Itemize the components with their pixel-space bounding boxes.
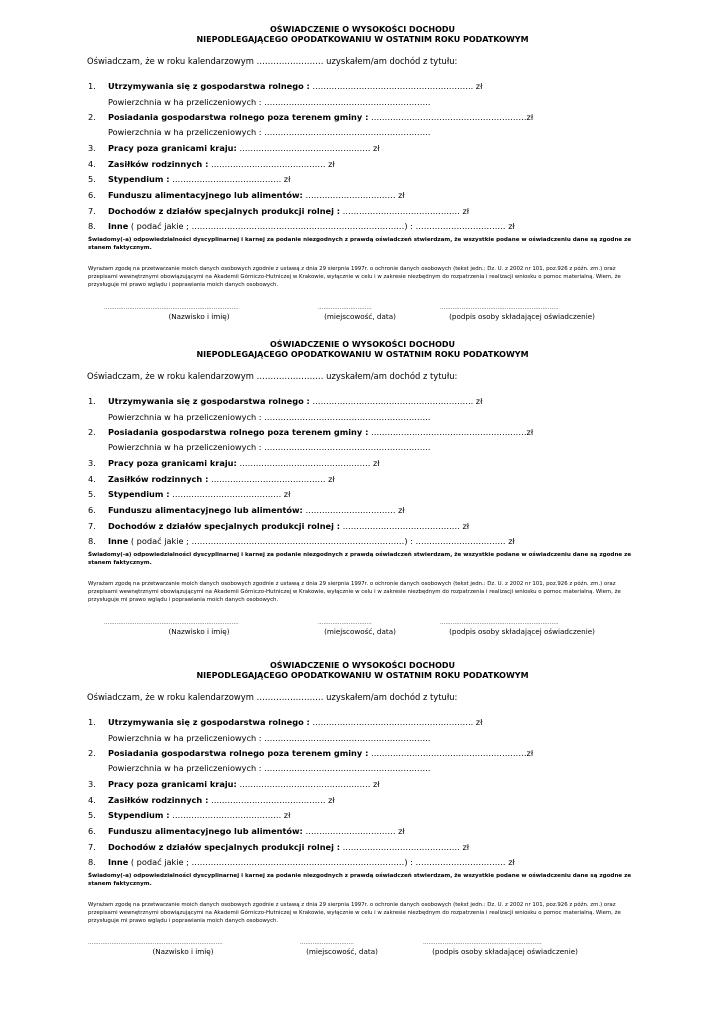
signature-line: ………………………………………………………… (440, 305, 559, 311)
place-date-line: ………………………… (300, 940, 354, 946)
name-caption: (Nazwisko i imię) (168, 627, 230, 636)
signature-caption: (podpis osoby składającej oświadczenie) (432, 947, 578, 956)
item-6: 6. Funduszu alimentacyjnego lub alimentów: …………………………… zł (88, 190, 405, 200)
area-line: Powierzchnia w ha przeliczeniowych : ……………………………………………………. (108, 97, 431, 107)
form-title-line2: NIEPODLEGAJĄCEGO OPODATKOWANIU W OSTATNIM ROKU PODATKOWYM (196, 35, 529, 44)
intro-text: Oświadczam, że w roku kalendarzowym …………………… uzyskałem/am dochód z tytułu: (87, 692, 458, 702)
liability-statement: Świadomy(-a) odpowiedzialności dyscyplinarnej i karnej za podanie niezgodnych z prawdą oświadczeń stwierdzam, że wszystkie podane w oświadczeniu dane są zgodne ze stanem faktycznym. (88, 237, 632, 251)
form-title-line1: OŚWIADCZENIE O WYSOKOŚCI DOCHODU (270, 661, 455, 670)
item-8: 8. Inne ( podać jakie ; ……………………………………………………………………) : …………………………… zł (88, 536, 515, 546)
place-date-caption: (miejscowość, data) (324, 312, 396, 321)
name-caption: (Nazwisko i imię) (152, 947, 214, 956)
item-4: 4. Zasiłków rodzinnych : …………………………………… zł (88, 474, 335, 484)
item-7: 7. Dochodów z działów specjalnych produkcji rolnej : ……………………………………. zł (88, 842, 470, 852)
item-5: 5. Stypendium : …………………………………. zł (88, 174, 291, 184)
name-signature-line: ………………………………………………………………… (104, 305, 239, 311)
signature-line: ………………………………………………………… (423, 940, 542, 946)
intro-text: Oświadczam, że w roku kalendarzowym …………………… uzyskałem/am dochód z tytułu: (87, 56, 458, 66)
item-1: 1. Utrzymywania się z gospodarstwa rolnego : ………………………………………………….. zł (88, 81, 483, 91)
item-3: 3. Pracy poza granicami kraju: ………………………………………… zł (88, 143, 380, 153)
place-date-line: ………………………… (318, 620, 372, 626)
place-date-caption: (miejscowość, data) (324, 627, 396, 636)
item-5: 5. Stypendium : …………………………………. zł (88, 489, 291, 499)
item-2: 2. Posiadania gospodarstwa rolnego poza terenem gminy : …………………………………………………zł (88, 748, 534, 758)
item-3: 3. Pracy poza granicami kraju: ………………………………………… zł (88, 779, 380, 789)
name-signature-line: ………………………………………………………………… (104, 620, 239, 626)
place-date-line: ………………………… (318, 305, 372, 311)
intro-text: Oświadczam, że w roku kalendarzowym …………………… uzyskałem/am dochód z tytułu: (87, 371, 458, 381)
item-1: 1. Utrzymywania się z gospodarstwa rolnego : ………………………………………………….. zł (88, 396, 483, 406)
declaration-form-2 (0, 315, 725, 635)
place-date-caption: (miejscowość, data) (306, 947, 378, 956)
item-8: 8. Inne ( podać jakie ; ……………………………………………………………………) : …………………………… zł (88, 857, 515, 867)
item-4: 4. Zasiłków rodzinnych : …………………………………… zł (88, 159, 335, 169)
item-3: 3. Pracy poza granicami kraju: ………………………………………… zł (88, 458, 380, 468)
item-5: 5. Stypendium : …………………………………. zł (88, 810, 291, 820)
form-title-line2: NIEPODLEGAJĄCEGO OPODATKOWANIU W OSTATNIM ROKU PODATKOWYM (196, 350, 529, 359)
area-line: Powierzchnia w ha przeliczeniowych : ……………………………………………………. (108, 412, 431, 422)
data-consent-statement: Wyrażam zgodę na przetwarzanie moich danych osobowych zgodnie z ustawą z dnia 29 sierpnia 1997r. o ochronie danych osobowych (tekst jedn.: Dz. U. z 2002 nr 101, poz.926 z późn. zm.) oraz przepisami wewnętrznymi obowiązującymi na Akademii Górniczo-Hutniczej w Krakowie, wyłącznie w celu i w zakresie niezbędnym do rozpatrzenia i realizacji wniosku o pomoc materialną. Wiem, że przysługuje mi prawo wglądu i poprawiania moich danych osobowych. (88, 581, 621, 603)
form-title-line1: OŚWIADCZENIE O WYSOKOŚCI DOCHODU (270, 340, 455, 349)
signature-caption: (podpis osoby składającej oświadczenie) (449, 312, 595, 321)
item-6: 6. Funduszu alimentacyjnego lub alimentów: …………………………… zł (88, 505, 405, 515)
item-6: 6. Funduszu alimentacyjnego lub alimentów: …………………………… zł (88, 826, 405, 836)
signature-caption: (podpis osoby składającej oświadczenie) (449, 627, 595, 636)
item-8: 8. Inne ( podać jakie ; ……………………………………………………………………) : …………………………… zł (88, 221, 515, 231)
name-caption: (Nazwisko i imię) (168, 312, 230, 321)
form-title-line1: OŚWIADCZENIE O WYSOKOŚCI DOCHODU (270, 25, 455, 34)
area-line: Powierzchnia w ha przeliczeniowych : ……………………………………………………. (108, 733, 431, 743)
liability-statement: Świadomy(-a) odpowiedzialności dyscyplinarnej i karnej za podanie niezgodnych z prawdą oświadczeń stwierdzam, że wszystkie podane w oświadczeniu dane są zgodne ze stanem faktycznym. (88, 873, 632, 887)
liability-statement: Świadomy(-a) odpowiedzialności dyscyplinarnej i karnej za podanie niezgodnych z prawdą oświadczeń stwierdzam, że wszystkie podane w oświadczeniu dane są zgodne ze stanem faktycznym. (88, 552, 632, 566)
item-7: 7. Dochodów z działów specjalnych produkcji rolnej : ……………………………………. zł (88, 206, 470, 216)
item-4: 4. Zasiłków rodzinnych : …………………………………… zł (88, 795, 335, 805)
area-line: Powierzchnia w ha przeliczeniowych : ……………………………………………………. (108, 442, 431, 452)
form-title-line2: NIEPODLEGAJĄCEGO OPODATKOWANIU W OSTATNIM ROKU PODATKOWYM (196, 671, 529, 680)
item-1: 1. Utrzymywania się z gospodarstwa rolnego : ………………………………………………….. zł (88, 717, 483, 727)
declaration-form-1 (0, 0, 725, 320)
data-consent-statement: Wyrażam zgodę na przetwarzanie moich danych osobowych zgodnie z ustawą z dnia 29 sierpnia 1997r. o ochronie danych osobowych (tekst jedn.: Dz. U. z 2002 nr 101, poz.926 z późn. zm.) oraz przepisami wewnętrznymi obowiązującymi na Akademii Górniczo-Hutniczej w Krakowie, wyłącznie w celu i w zakresie niezbędnym do rozpatrzenia i realizacji wniosku o pomoc materialną. Wiem, że przysługuje mi prawo wglądu i poprawiania moich danych osobowych. (88, 902, 621, 924)
name-signature-line: ………………………………………………………………… (88, 940, 223, 946)
data-consent-statement: Wyrażam zgodę na przetwarzanie moich danych osobowych zgodnie z ustawą z dnia 29 sierpnia 1997r. o ochronie danych osobowych (tekst jedn.: Dz. U. z 2002 nr 101, poz.926 z późn. zm.) oraz przepisami wewnętrznymi obowiązującymi na Akademii Górniczo-Hutniczej w Krakowie, wyłącznie w celu i w zakresie niezbędnym do rozpatrzenia i realizacji wniosku o pomoc materialną. Wiem, że przysługuje mi prawo wglądu i poprawiania moich danych osobowych. (88, 266, 621, 288)
area-line: Powierzchnia w ha przeliczeniowych : ……………………………………………………. (108, 127, 431, 137)
signature-line: ………………………………………………………… (440, 620, 559, 626)
area-line: Powierzchnia w ha przeliczeniowych : ……………………………………………………. (108, 763, 431, 773)
item-7: 7. Dochodów z działów specjalnych produkcji rolnej : ……………………………………. zł (88, 521, 470, 531)
declaration-form-3 (0, 636, 725, 956)
item-2: 2. Posiadania gospodarstwa rolnego poza terenem gminy : …………………………………………………zł (88, 112, 534, 122)
item-2: 2. Posiadania gospodarstwa rolnego poza terenem gminy : …………………………………………………zł (88, 427, 534, 437)
